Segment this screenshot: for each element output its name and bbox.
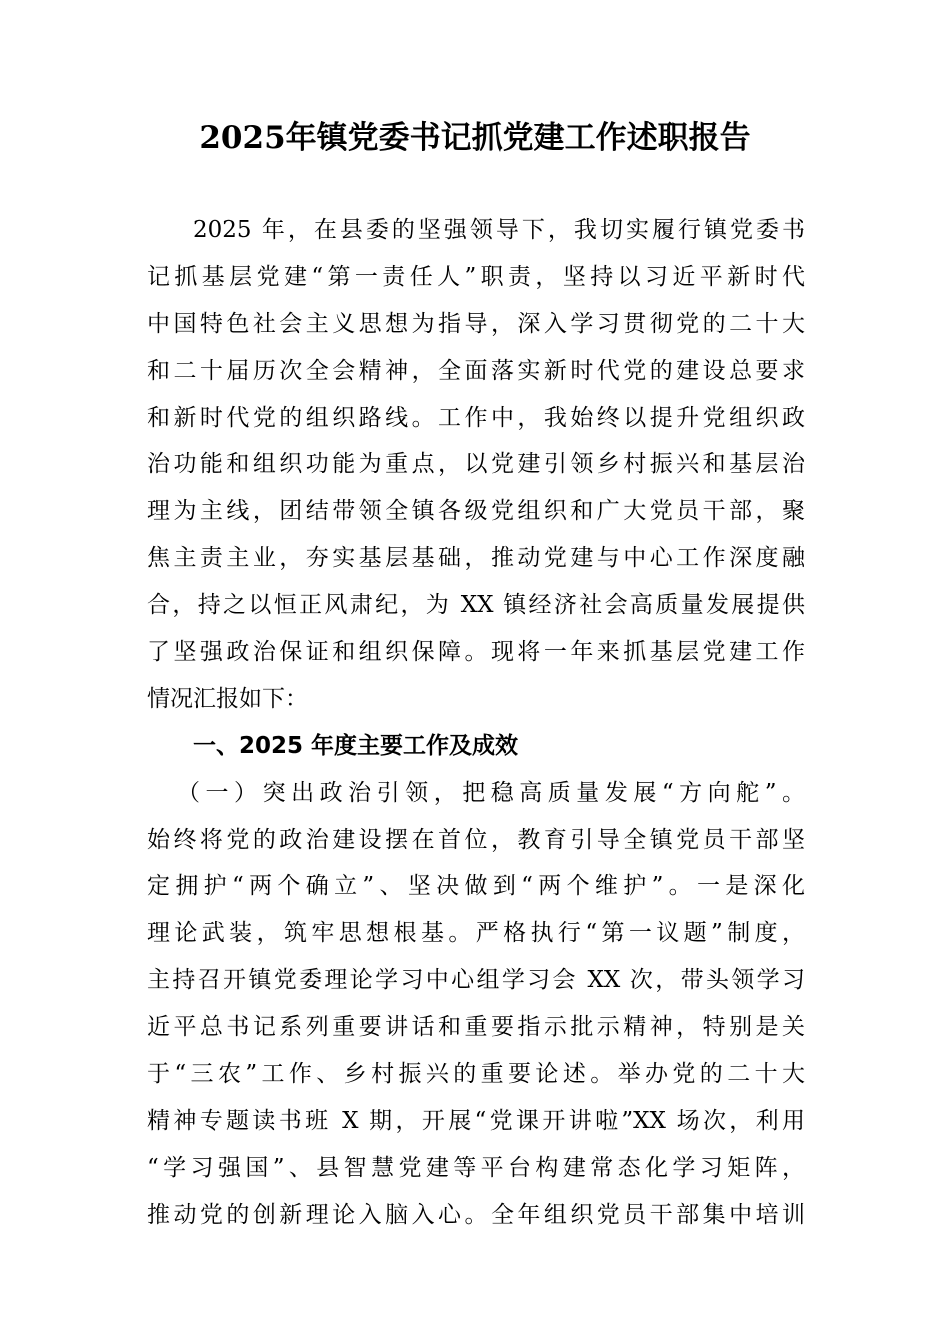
paragraph-line: 合，持之以恒正风肃纪，为 XX 镇经济社会高质量发展提供 [147,592,805,619]
paragraph-line: 理论武装，筑牢思想根基。严格执行“第一议题”制度， [147,920,805,947]
paragraph-line: 精神专题读书班 X 期，开展“党课开讲啦”XX 场次，利用 [147,1107,805,1134]
paragraph-line: 2025 年，在县委的坚强领导下，我切实履行镇党委书 [193,217,805,243]
paragraph-line: 记抓基层党建“第一责任人”职责，坚持以习近平新时代 [147,263,805,290]
paragraph-line: 定拥护“两个确立”、坚决做到“两个维护”。一是深化 [147,873,805,900]
paragraph-line: 情况汇报如下： [147,685,308,712]
subsection-heading: （一）突出政治引领，把稳高质量发展“方向舵”。 [177,779,805,806]
paragraph-line: 治功能和组织功能为重点，以党建引领乡村振兴和基层治 [147,451,805,478]
paragraph-line: 于“三农”工作、乡村振兴的重要论述。举办党的二十大 [147,1061,805,1088]
paragraph-line: 主持召开镇党委理论学习中心组学习会 XX 次，带头领学习 [147,967,805,994]
section-heading: 一、2025 年度主要工作及成效 [193,732,519,759]
paragraph-line: 焦主责主业，夯实基层基础，推动党建与中心工作深度融 [147,545,805,572]
paragraph-line: 推动党的创新理论入脑入心。全年组织党员干部集中培训 [147,1201,805,1228]
paragraph-line: 中国特色社会主义思想为指导，深入学习贯彻党的二十大 [147,310,805,337]
paragraph-line: 了坚强政治保证和组织保障。现将一年来抓基层党建工作 [147,639,805,666]
document-body [147,207,805,1239]
paragraph-line: 和新时代党的组织路线。工作中，我始终以提升党组织政 [147,404,805,431]
document-title: 2025年镇党委书记抓党建工作述职报告 [199,120,751,156]
paragraph-line: 理为主线，团结带领全镇各级党组织和广大党员干部，聚 [147,498,805,525]
paragraph-line: 和二十届历次全会精神，全面落实新时代党的建设总要求 [147,357,805,384]
paragraph-line: 近平总书记系列重要讲话和重要指示批示精神，特别是关 [147,1014,805,1041]
paragraph-line: 始终将党的政治建设摆在首位，教育引导全镇党员干部坚 [147,826,805,853]
paragraph-line: “学习强国”、县智慧党建等平台构建常态化学习矩阵， [147,1154,805,1181]
